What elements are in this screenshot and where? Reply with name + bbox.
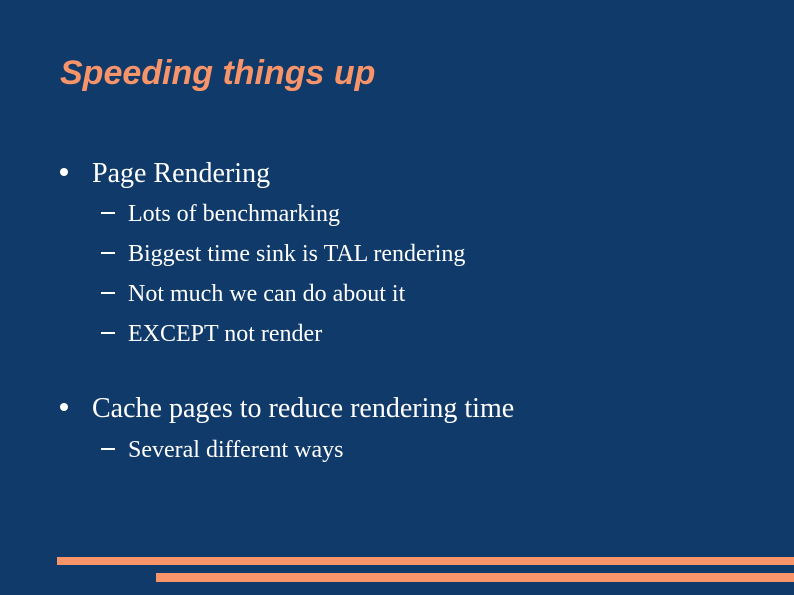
dash-icon [101, 448, 115, 450]
bullet-text: Cache pages to reduce rendering time [92, 393, 515, 424]
dash-icon [101, 332, 115, 334]
sub-bullet-text: Several different ways [128, 437, 344, 463]
slide-title: Speeding things up [60, 54, 376, 92]
sub-bullet-text: Biggest time sink is TAL rendering [128, 241, 466, 267]
bullet-dot-icon [60, 168, 68, 176]
dash-icon [101, 212, 115, 214]
accent-bar-bottom [156, 573, 794, 582]
dash-icon [101, 292, 115, 294]
sub-bullet-text: EXCEPT not render [128, 321, 323, 347]
bullet-dot-icon [60, 403, 68, 411]
sub-bullet-text: Not much we can do about it [128, 281, 406, 307]
sub-bullet-text: Lots of benchmarking [128, 201, 340, 227]
bullet-text: Page Rendering [92, 158, 271, 189]
dash-icon [101, 252, 115, 254]
accent-bar-top [57, 557, 794, 565]
